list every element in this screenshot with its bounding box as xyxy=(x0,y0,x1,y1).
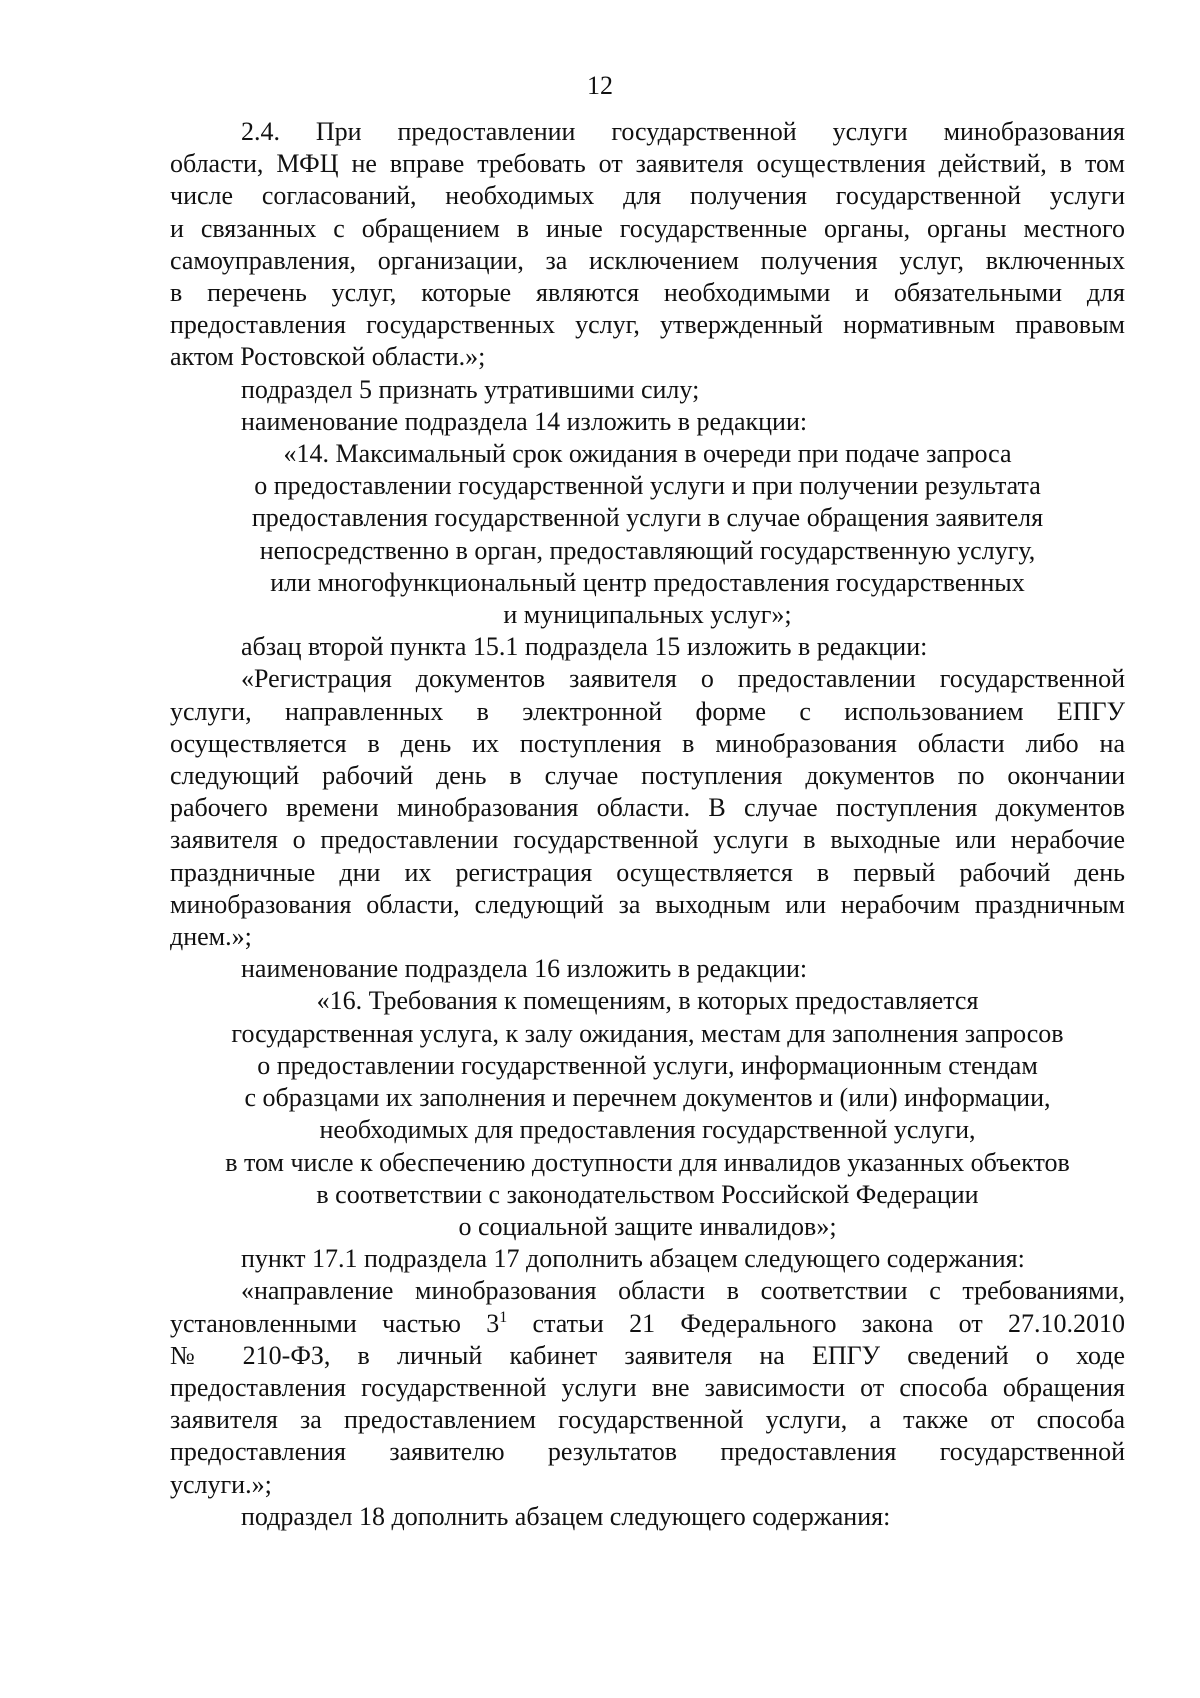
text-line: самоуправления, организации, за исключением получения услуг, включенных xyxy=(170,245,1125,275)
text-line: днем.»; xyxy=(170,922,252,952)
superscript: 1 xyxy=(499,1308,508,1326)
text-line: № 210-ФЗ, в личный кабинет заявителя на ЕПГУ сведений о ходе xyxy=(170,1340,1125,1370)
text-line: заявителя за предоставлением государственной услуги, а также от способа xyxy=(170,1405,1125,1435)
text-line: осуществляется в день их поступления в минобразования области либо на xyxy=(170,728,1125,758)
heading-line: «16. Требования к помещениям, в которых предоставляется xyxy=(316,986,979,1016)
text-line: в перечень услуг, которые являются необходимыми и обязательными для xyxy=(170,278,1125,308)
text-fragment: статьи 21 Федерального закона от 27.10.2010 xyxy=(507,1308,1125,1338)
instruction-line: наименование подраздела 14 изложить в редакции: xyxy=(241,406,808,436)
text-line: «направление минобразования области в соответствии с требованиями, xyxy=(241,1276,1125,1306)
instruction-line: подраздел 5 признать утратившими силу; xyxy=(241,374,700,404)
text-line: области, МФЦ не вправе требовать от заявителя осуществления действий, в том xyxy=(170,149,1125,179)
heading-line: в соответствии с законодательством Российской Федерации xyxy=(316,1179,979,1209)
paragraph-registration xyxy=(170,663,1125,953)
paragraph-direction xyxy=(170,1275,1125,1500)
heading-line: о предоставлении государственной услуги и при получении результата xyxy=(254,471,1041,501)
page-number: 12 xyxy=(587,71,613,100)
heading-line: и муниципальных услуг»; xyxy=(503,600,792,630)
heading-line: предоставления государственной услуги в случае обращения заявителя xyxy=(251,503,1044,533)
text-line: и связанных с обращением в иные государственные органы, органы местного xyxy=(170,213,1125,243)
heading-line: государственная услуга, к залу ожидания, местам для заполнения запросов xyxy=(231,1018,1064,1048)
text-line: числе согласований, необходимых для получения государственной услуги xyxy=(170,181,1125,211)
text-line xyxy=(170,1308,1125,1340)
instruction-line: наименование подраздела 16 изложить в редакции: xyxy=(241,954,808,984)
text-line: праздничные дни их регистрация осуществляется в первый рабочий день xyxy=(170,857,1125,887)
text-line: следующий рабочий день в случае поступления документов по окончании xyxy=(170,761,1125,791)
text-line: заявителя о предоставлении государственной услуги в выходные или нерабочие xyxy=(170,825,1125,855)
text-line: услуги, направленных в электронной форме с использованием ЕПГУ xyxy=(170,696,1125,726)
text-line: предоставления государственных услуг, утвержденный нормативным правовым xyxy=(170,310,1125,340)
document-body xyxy=(170,116,1125,1533)
heading-line: о предоставлении государственной услуги, информационным стендам xyxy=(257,1050,1038,1080)
section-heading-14 xyxy=(170,438,1125,631)
text-fragment: установленными частью 3 xyxy=(170,1308,500,1338)
heading-line: в том числе к обеспечению доступности для инвалидов указанных объектов xyxy=(225,1147,1070,1177)
text-line: «Регистрация документов заявителя о предоставлении государственной xyxy=(241,664,1125,694)
section-heading-16 xyxy=(170,985,1125,1243)
heading-line: или многофункциональный центр предоставления государственных xyxy=(270,567,1025,597)
text-line: услуги.»; xyxy=(170,1469,272,1499)
heading-line: «14. Максимальный срок ожидания в очереди при подаче запроса xyxy=(283,439,1012,469)
text-line: 2.4. При предоставлении государственной услуги минобразования xyxy=(241,117,1125,146)
instruction-line: подраздел 18 дополнить абзацем следующего содержания: xyxy=(241,1501,891,1531)
text-line: минобразования области, следующий за выходным или нерабочим праздничным xyxy=(170,889,1125,919)
instruction-line: абзац второй пункта 15.1 подраздела 15 изложить в редакции: xyxy=(241,632,928,662)
text-line: актом Ростовской области.»; xyxy=(170,342,486,372)
heading-line: с образцами их заполнения и перечнем документов и (или) информации, xyxy=(244,1083,1051,1113)
paragraph-2-4 xyxy=(170,116,1125,374)
heading-line: непосредственно в орган, предоставляющий государственную услугу, xyxy=(259,535,1036,565)
text-line: предоставления заявителю результатов предоставления государственной xyxy=(170,1437,1125,1467)
text-line: рабочего времени минобразования области. В случае поступления документов xyxy=(170,793,1125,823)
heading-line: о социальной защите инвалидов»; xyxy=(458,1211,837,1241)
instruction-line: пункт 17.1 подраздела 17 дополнить абзацем следующего содержания: xyxy=(241,1244,1025,1274)
text-line: предоставления государственной услуги вне зависимости от способа обращения xyxy=(170,1372,1125,1402)
heading-line: необходимых для предоставления государственной услуги, xyxy=(319,1115,976,1145)
